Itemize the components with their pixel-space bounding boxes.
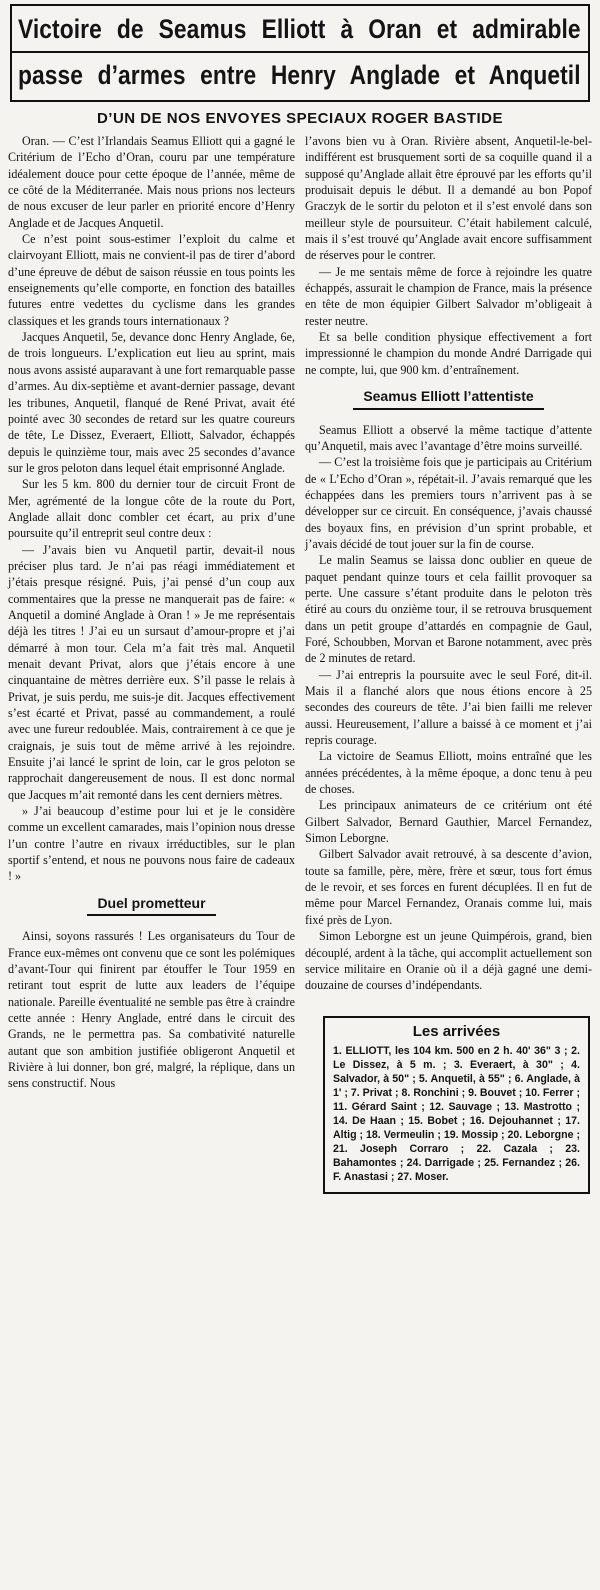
paragraph: Sur les 5 km. 800 du dernier tour de circuit Front de Mer, agrémenté de la longue côte de la route du Port, Anglade allait donc combler cet écart, au prix d’une poursuite qu’il entreprit seul contre deux : <box>8 477 295 541</box>
paragraph: — C’est la troisième fois que je participais au Critérium de « L’Echo d’Oran », répétait-il. J’avais remarqué que les échappées dans les premiers tours n’arrivent pas à se développer sur ce circuit. En conséquence, j’avais chaussé des boyaux fins, en prévision d’un sprint probable, et j’avais décidé de tout jouer sur la fin de course. <box>305 455 592 551</box>
results-list: 1. ELLIOTT, les 104 km. 500 en 2 h. 40' 36" 3 ; 2. Le Dissez, à 5 m. ; 3. Everaert, à 30" ; 4. Salvador, à 50" ; 5. Anquetil, à 55" ; 6. Anglade, à 1' ; 7. Privat ; 8. Ronchini ; 9. Bouvet ; 10. Ferrer ; 11. Gérard Saint ; 12. Sauvage ; 13. Mastrotto ; 14. De Haan ; 15. Bobet ; 16. Dejouhannet ; 17. Altig ; 18. Vermeulin ; 19. Mossip ; 20. Leborgne ; 21. Joseph Corraro ; 22. Cazala ; 23. Bahamontes ; 24. Darrigade ; 25. Fernandez ; 26. F. Anastasi ; 27. Moser. <box>333 1044 580 1183</box>
paragraph: Oran. — C’est l’Irlandais Seamus Elliott qui a gagné le Critérium de l’Echo d’Oran, couru par une température idéalement douce pour cette époque de l’année, même de ce côté de la Méditerranée. Mais nous prions nos lecteurs de nous excuser de leur parler en priorité encore d’Henry Anglade et de Jacques Anquetil. <box>8 134 295 230</box>
paragraph: » J’ai beaucoup d’estime pour lui et je le considère comme un excellent camarades, mais l’opinion nous dresse l’un contre l’autre en rivaux irréductibles, sur le plan sportif s’entend, et nous ne pouvons nous faire de cadeaux ! » <box>8 804 295 884</box>
headline-divider <box>12 51 588 53</box>
paragraph: Le malin Seamus se laissa donc oublier en queue de paquet pendant quinze tours et cela faillit provoquer sa perte. Une cassure s’étant produite dans le peloton très étiré au cours du onzième tour, il se retrouva brusquement dans un petit groupe d’attardés en compagnie de Gaul, Foré, Schoubben, Morvan et Barone notamment, avec près de 2 minutes de retard. <box>305 553 592 666</box>
subheading-text: Duel prometteur <box>87 893 215 916</box>
right-column <box>305 133 592 1194</box>
headline-line-2: passe d’armes entre Henry Anglade et Anquetil <box>18 60 581 90</box>
paragraph: Jacques Anquetil, 5e, devance donc Henry Anglade, 6e, de trois longueurs. L’explication eut lieu au sprint, mais nous avons assisté auparavant à une fort remarquable passe d’armes. Au dix-septième et avant-dernier passage, devant les tribunes, Anquetil, flanqué de René Privat, avait été pointé avec 30 secondes de retard sur les quatre coureurs de tête, Le Dissez, Everaert, Elliott, Salvador, échappés depuis le quinzième tour, mais avec 25 secondes d’avance sur le gros peloton dans lequel était emprisonné Anglade. <box>8 330 295 475</box>
paragraph: Seamus Elliott a observé la même tactique d’attente qu’Anquetil, mais avec l’avantage d’être moins surveillé. <box>305 422 592 453</box>
paragraph: Ainsi, soyons rassurés ! Les organisateurs du Tour de France eux-mêmes ont convenu que ce sont les polémiques d’avant-Tour qui finirent par étouffer le Tour 1959 en retirant tout esprit de lutte aux leaders de l’équipe nationale. Pareille éventualité ne semble pas être à craindre cette année : Henry Anglade, entré dans le circuit des Grands, ne le permettra pas. Sa combativité naturelle autant que son ambition justifiée obligeront Anquetil et Rivière à lui donner, bon gré, malgré, la réplique, dans un sens constructif. Nous <box>8 929 295 1091</box>
results-box <box>323 1016 590 1194</box>
paragraph: — Je me sentais même de force à rejoindre les quatre échappés, assurait le champion de France, mais la présence en tête de mon équipier Gilbert Salvador m’obligeait à rester neutre. <box>305 264 592 328</box>
paragraph: l’avons bien vu à Oran. Rivière absent, Anquetil-le-bel-indifférent est brusquement sorti de sa coquille quand il a supposé qu’Anglade allait être éprouvé par les efforts qu’il produisait depuis le début. Il a demandé au bon Popof Graczyk de le sortir du peloton et il s’est envolé dans son meilleur style de poursuiteur. C’était habilement calculé, mais il s’est trouvé qu’Anglade avait encore suffisamment de réserves pour le contrer. <box>305 134 592 263</box>
paragraph: Ce n’est point sous-estimer l’exploit du calme et clairvoyant Elliott, mais ne convient-il pas de tirer d’abord d’une épreuve de début de saison réussie en tous points les enseignements qu’elle comporte, en fonction des batailles futures entre vedettes du cyclisme dans les grandes classiques et les grands tours internationaux ? <box>8 232 295 328</box>
left-column <box>8 133 295 1194</box>
headline-line-1: Victoire de Seamus Elliott à Oran et admirable <box>18 14 581 44</box>
subheading-elliott <box>305 386 592 409</box>
paragraph: La victoire de Seamus Elliott, moins entraîné que les années précédentes, à la même époque, a donc tenu à peu de choses. <box>305 749 592 797</box>
paragraph: — J’ai entrepris la poursuite avec le seul Foré, dit-il. Mais il a flanché alors que nous étions encore à 25 secondes des coureurs de tête. J’ai bien failli me relever aussi. Heureusement, l’allure a baissé à ce moment et j’ai repris courage. <box>305 667 592 748</box>
results-title: Les arrivées <box>412 1022 501 1040</box>
subheading-duel <box>8 893 295 916</box>
subheading-text: Seamus Elliott l’attentiste <box>353 386 543 409</box>
paragraph: Simon Leborgne est un jeune Quimpérois, grand, bien découplé, ardent à la tâche, qui accomplit actuellement son service militaire en Oranie où il a déjà gagné une demi-douzaine de courses d’indépendants. <box>305 929 592 993</box>
article-columns <box>6 133 594 1194</box>
paragraph: Et sa belle condition physique effectivement a fort impressionné le champion du monde André Darrigade qui ne compte, lui, que 900 km. d’entraînement. <box>305 330 592 377</box>
byline: D’UN DE NOS ENVOYES SPECIAUX ROGER BASTIDE <box>96 110 504 127</box>
paragraph: Gilbert Salvador avait retrouvé, à sa descente d’avion, toute sa famille, père, mère, frère et sœur, tous fort émus de le revoir, et ses forces en furent décuplées. Il en fut de même pour Marcel Fernandez, Oranais comme lui, mais fixé près de Lyon. <box>305 847 592 927</box>
paragraph: — J’avais bien vu Anquetil partir, devait-il nous préciser plus tard. Je n’ai pas réagi immédiatement et j’étais presque résigné. Puis, j’ai pensé d’un coup aux commentaires que la presse ne manquerait pas de faire: « Anquetil a dominé Anglade à Oran ! » Je me représentais déjà les titres ! J’ai eu un sursaut d’amour-propre et j’ai démarré à mon tour. Cela m’a fait très mal. Anquetil menait devant Privat, alors que j’étais encore à une cinquantaine de mètres derrière eux. S’il passe le relais à Privat, je suis perdu, me suis-je dit. Jacques effectivement s’est écarté et Privat, passé au commandement, a roulé avec une fureur redoublée. Mais, contrairement à ce que je craignais, je suis tout de même arrivé à les rejoindre. Ensuite j’ai lancé le sprint de loin, car le gros peloton se rapprochait dangereusement de nous. Il est donc normal que Jacques m’ait remonté dans les cent derniers mètres. <box>8 542 295 802</box>
paragraph: Les principaux animateurs de ce critérium ont été Gilbert Salvador, Bernard Gauthier, Marcel Fernandez, Simon Leborgne. <box>305 798 592 846</box>
headline-box <box>10 4 590 102</box>
